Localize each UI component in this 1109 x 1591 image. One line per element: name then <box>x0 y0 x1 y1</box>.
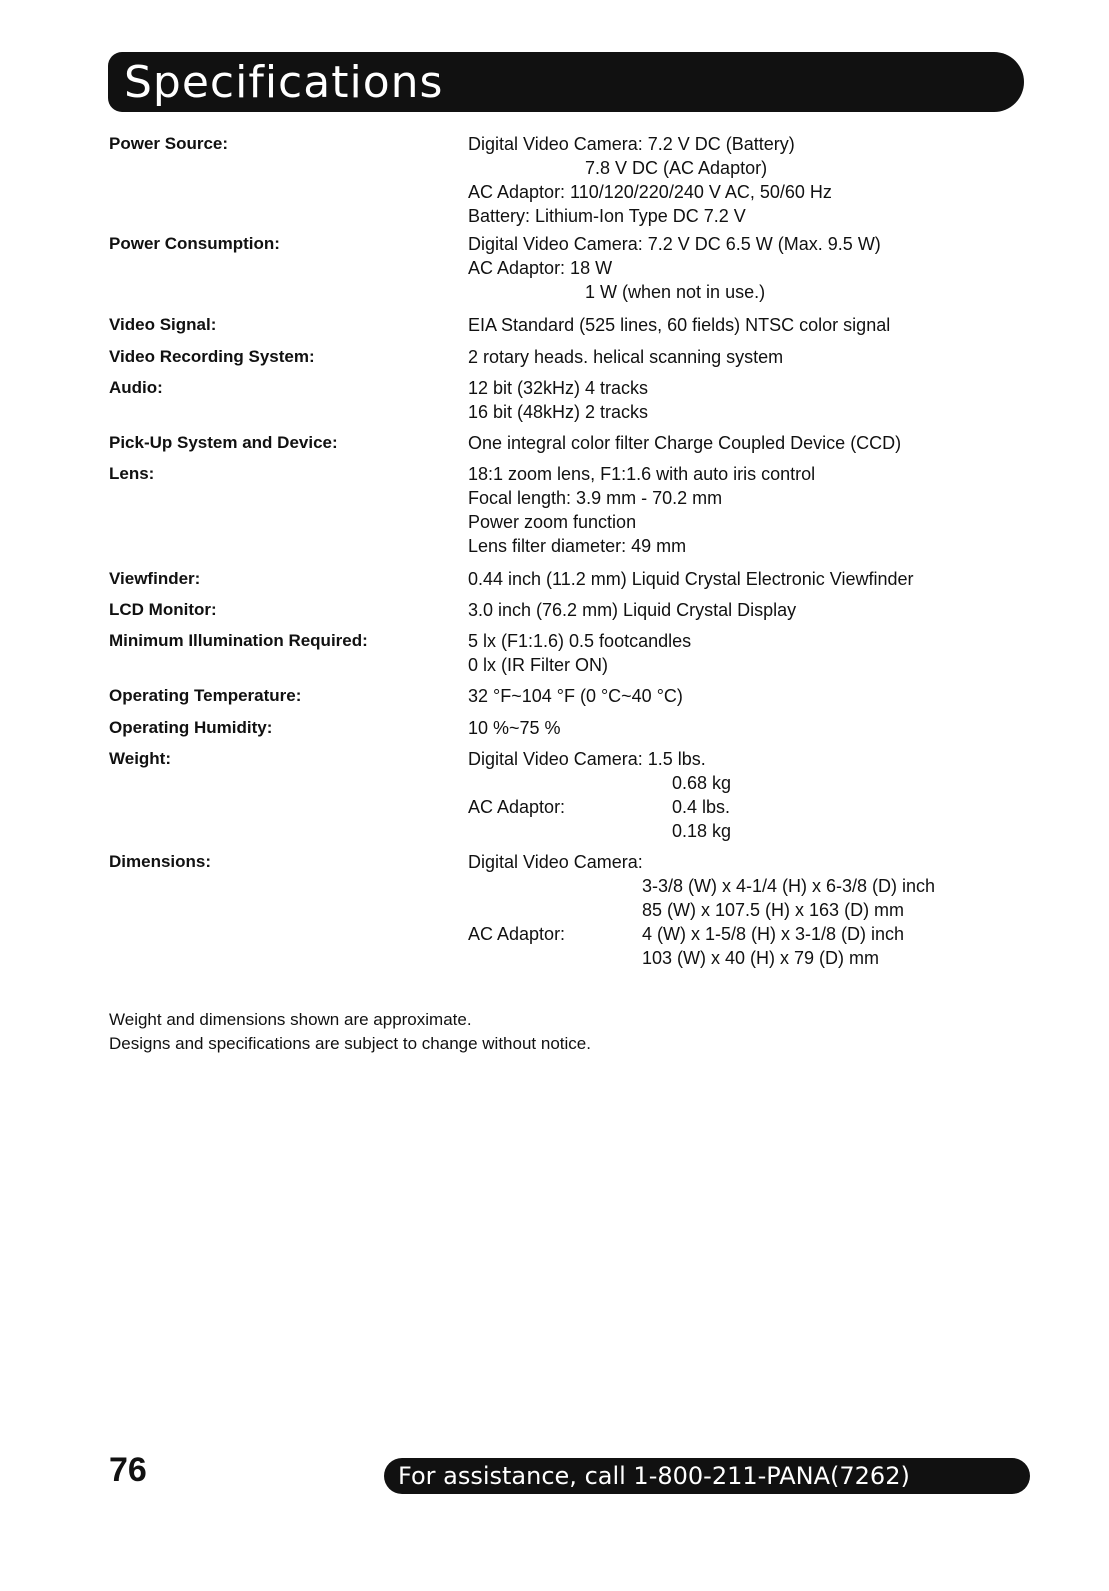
spec-value-text: Focal length: 3.9 mm - 70.2 mm <box>468 488 723 508</box>
spec-label: LCD Monitor: <box>109 600 217 619</box>
spec-value-text: EIA Standard (525 lines, 60 fields) NTSC color signal <box>468 315 891 335</box>
spec-value-line <box>468 534 1068 558</box>
spec-values <box>468 376 1068 424</box>
spec-label: Power Source: <box>109 134 229 153</box>
spec-label: Video Recording System: <box>109 347 315 366</box>
spec-value-text: One integral color filter Charge Coupled Device (CCD) <box>468 433 902 453</box>
spec-values <box>468 850 1068 970</box>
spec-values <box>468 431 1068 455</box>
spec-label: Power Consumption: <box>109 234 280 253</box>
spec-value-text: Battery: Lithium-Ion Type DC 7.2 V <box>468 206 746 226</box>
spec-values <box>468 132 1068 228</box>
spec-value-line <box>468 898 1068 922</box>
spec-value-line <box>468 598 1068 622</box>
spec-value-text: Digital Video Camera: <box>468 852 643 872</box>
spec-values <box>468 716 1068 740</box>
spec-values <box>468 232 1068 304</box>
spec-value-line <box>468 771 1068 795</box>
spec-value-line <box>468 653 1068 677</box>
spec-value-text: 10 %~75 % <box>468 718 561 738</box>
spec-value-text: 7.8 V DC (AC Adaptor) <box>585 158 768 178</box>
spec-value-text: 103 (W) x 40 (H) x 79 (D) mm <box>642 948 880 968</box>
spec-value-line <box>468 313 1068 337</box>
spec-values <box>468 567 1068 591</box>
spec-value-text: 0.68 kg <box>672 773 732 793</box>
spec-values <box>468 747 1068 843</box>
spec-value-line <box>468 132 1068 156</box>
spec-value-line <box>468 180 1068 204</box>
spec-value-line <box>468 156 1068 180</box>
spec-label: Minimum Illumination Required: <box>109 631 368 650</box>
spec-value-text: Digital Video Camera: 1.5 lbs. <box>468 749 706 769</box>
note-approximate: Weight and dimensions shown are approximate. <box>109 1010 472 1029</box>
spec-value-text: Digital Video Camera: 7.2 V DC (Battery) <box>468 134 795 154</box>
spec-value-line <box>468 431 1068 455</box>
spec-label: Audio: <box>109 378 163 397</box>
spec-value-text: 0 lx (IR Filter ON) <box>468 655 609 675</box>
spec-label: Pick-Up System and Device: <box>109 433 338 452</box>
spec-value-line <box>468 946 1068 970</box>
spec-label: Lens: <box>109 464 155 483</box>
spec-value-text: Power zoom function <box>468 512 637 532</box>
spec-value-line <box>468 819 1068 843</box>
spec-value-text: 3.0 inch (76.2 mm) Liquid Crystal Display <box>468 600 797 620</box>
spec-value-line <box>468 204 1068 228</box>
spec-value-line <box>468 376 1068 400</box>
spec-value-line <box>468 629 1068 653</box>
spec-label: Weight: <box>109 749 172 768</box>
spec-value-text: 16 bit (48kHz) 2 tracks <box>468 402 649 422</box>
spec-value-line <box>468 850 1068 874</box>
spec-value-text: 12 bit (32kHz) 4 tracks <box>468 378 649 398</box>
spec-value-line <box>468 232 1068 256</box>
spec-label: Operating Temperature: <box>109 686 302 705</box>
spec-value-line <box>468 280 1068 304</box>
spec-value-line <box>468 922 1068 946</box>
assistance-text: For assistance, call 1-800-211-PANA(7262) <box>398 1462 910 1490</box>
page-title: Specifications <box>124 57 444 108</box>
spec-label: Viewfinder: <box>109 569 201 588</box>
spec-value-line <box>468 345 1068 369</box>
spec-value-line <box>468 795 1068 819</box>
spec-value-line <box>468 510 1068 534</box>
spec-label: Dimensions: <box>109 852 212 871</box>
spec-value-text: 0.44 inch (11.2 mm) Liquid Crystal Electronic Viewfinder <box>468 569 914 589</box>
spec-value-text: 0.18 kg <box>672 821 732 841</box>
spec-values <box>468 313 1068 337</box>
spec-value-text: 2 rotary heads. helical scanning system <box>468 347 784 367</box>
spec-values <box>468 598 1068 622</box>
spec-value-line <box>468 747 1068 771</box>
spec-value-text: AC Adaptor: <box>468 797 566 817</box>
spec-value-line <box>468 716 1068 740</box>
spec-value-line <box>468 486 1068 510</box>
spec-value-line <box>468 462 1068 486</box>
note-subject-to-change: Designs and specifications are subject to change without notice. <box>109 1034 591 1053</box>
spec-value-text: 3-3/8 (W) x 4-1/4 (H) x 6-3/8 (D) inch <box>642 876 936 896</box>
spec-value-text: 0.4 lbs. <box>672 797 731 817</box>
spec-value-text: 5 lx (F1:1.6) 0.5 footcandles <box>468 631 692 651</box>
spec-value-line <box>468 256 1068 280</box>
spec-value-text: 85 (W) x 107.5 (H) x 163 (D) mm <box>642 900 905 920</box>
spec-value-text: 4 (W) x 1-5/8 (H) x 3-1/8 (D) inch <box>642 924 905 944</box>
spec-values <box>468 345 1068 369</box>
spec-label: Operating Humidity: <box>109 718 273 737</box>
spec-value-text: AC Adaptor: 110/120/220/240 V AC, 50/60 Hz <box>468 182 832 202</box>
spec-value-text: AC Adaptor: 18 W <box>468 258 613 278</box>
spec-value-text: 18:1 zoom lens, F1:1.6 with auto iris control <box>468 464 816 484</box>
spec-value-text: AC Adaptor: <box>468 924 566 944</box>
spec-value-text: 1 W (when not in use.) <box>585 282 766 302</box>
page-number: 76 <box>109 1451 147 1489</box>
notes <box>109 1008 591 1056</box>
spec-value-line <box>468 567 1068 591</box>
spec-value-line <box>468 684 1068 708</box>
spec-value-text: Lens filter diameter: 49 mm <box>468 536 687 556</box>
spec-value-line <box>468 874 1068 898</box>
spec-label: Video Signal: <box>109 315 217 334</box>
spec-values <box>468 462 1068 558</box>
spec-values <box>468 684 1068 708</box>
spec-value-line <box>468 400 1068 424</box>
spec-values <box>468 629 1068 677</box>
spec-value-text: 32 °F~104 °F (0 °C~40 °C) <box>468 686 683 706</box>
spec-value-text: Digital Video Camera: 7.2 V DC 6.5 W (Max. 9.5 W) <box>468 234 881 254</box>
